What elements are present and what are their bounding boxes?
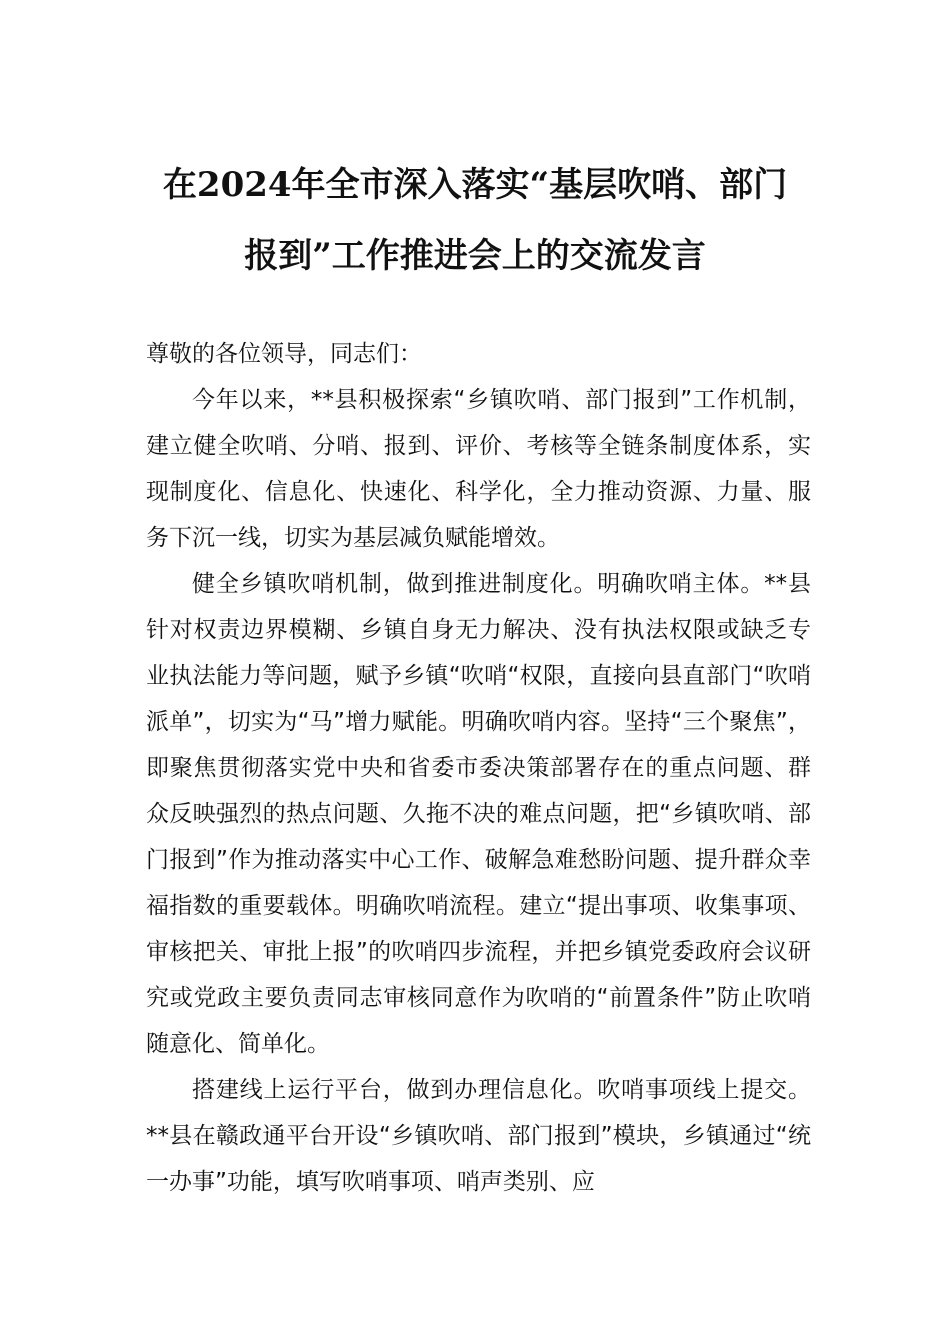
document-title-line-2: 报到”工作推进会上的交流发言 [244, 236, 706, 276]
paragraph-2: 健全乡镇吹哨机制，做到推进制度化。明确吹哨主体。**县针对权责边界模糊、乡镇自身无力解决、没有执法权限或缺乏专业执法能力等问题，赋予乡镇“吹哨“权限，直接向县直部门“吹哨派单”，切实为“马”增力赋能。明确吹哨内容。坚持“三个聚焦”，即聚焦贯彻落实党中央和省委市委决策部署存在的重点问题、群众反映强烈的热点问题、久拖不决的难点问题，把“乡镇吹哨、部门报到”作为推动落实中心工作、破解急难愁盼问题、提升群众幸福指数的重要载体。明确吹哨流程。建立“提出事项、收集事项、审核把关、审批上报”的吹哨四步流程，并把乡镇党委政府会议研究或党政主要负责同志审核同意作为吹哨的“前置条件”防止吹哨随意化、简单化。 [146, 571, 811, 1057]
document-title-line-1: 在2024年全市深入落实“基层吹哨、部门 [162, 165, 788, 205]
paragraph-1: 今年以来，**县积极探索“乡镇吹哨、部门报到”工作机制，建立健全吹哨、分哨、报到、评价、考核等全链条制度体系，实现制度化、信息化、快速化、科学化，全力推动资源、力量、服务下沉一线，切实为基层减负赋能增效。 [146, 387, 811, 551]
document-body [146, 331, 811, 1205]
paragraph-3: 搭建线上运行平台，做到办理信息化。吹哨事项线上提交。**县在赣政通平台开设“乡镇吹哨、部门报到”模块，乡镇通过“统一办事”功能，填写吹哨事项、哨声类别、应 [146, 1077, 811, 1195]
salutation: 尊敬的各位领导，同志们： [146, 341, 422, 367]
